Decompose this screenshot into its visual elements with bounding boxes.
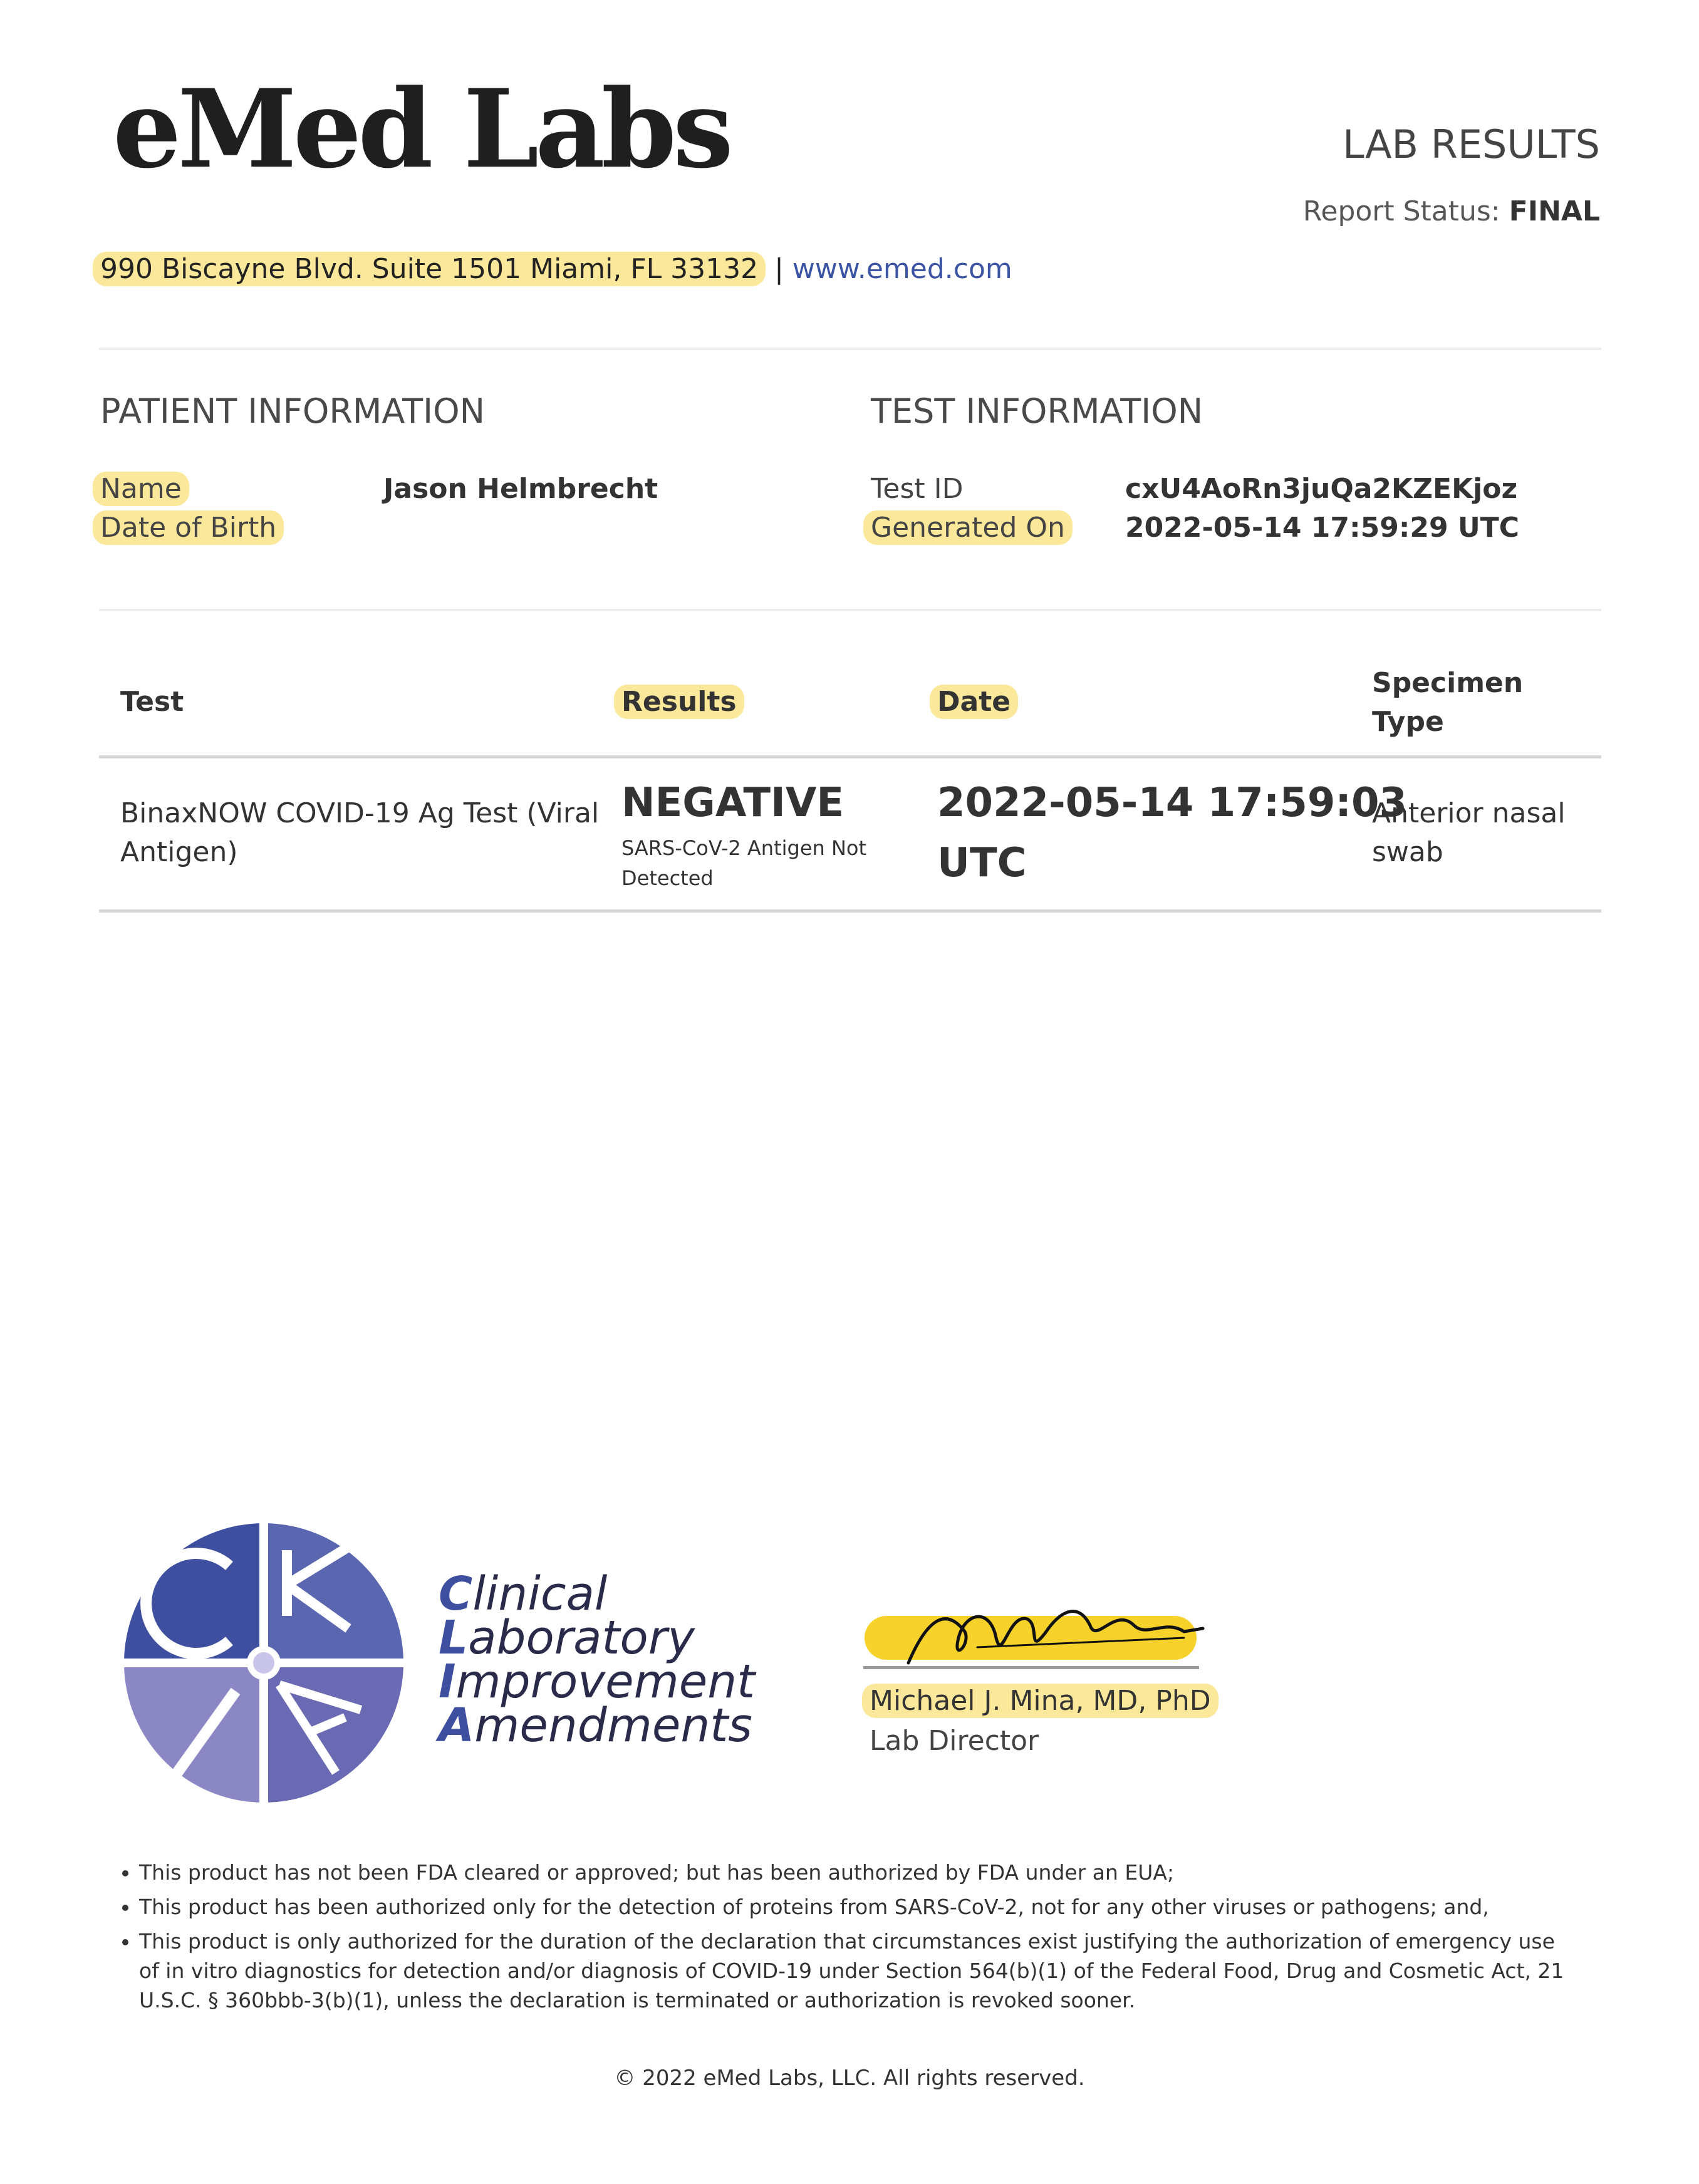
clia-line: Clinical bbox=[439, 1567, 608, 1621]
col-header-results: Results bbox=[621, 683, 744, 722]
col-header-specimen-line1: Specimen bbox=[1372, 667, 1524, 699]
cell-test-name bbox=[120, 794, 599, 872]
clia-line: Laboratory bbox=[439, 1611, 695, 1665]
clia-line: Amendments bbox=[439, 1699, 752, 1752]
divider bbox=[99, 609, 1601, 611]
cell-date bbox=[937, 773, 1407, 893]
test-id-label: Test ID bbox=[871, 473, 964, 505]
table-header-rule bbox=[99, 755, 1601, 758]
clia-seal-center bbox=[250, 1649, 278, 1677]
date-line1: 2022-05-14 17:59:03 bbox=[937, 780, 1408, 826]
name-label: Name bbox=[100, 472, 189, 507]
patient-section-title: PATIENT INFORMATION bbox=[100, 391, 485, 431]
address-text: 990 Biscayne Blvd. Suite 1501 Miami, FL 33132 bbox=[93, 252, 766, 286]
disclaimer-item: • This product has been authorized only for the detection of proteins from SARS-CoV-2, not for any other viruses or pathogens; and, bbox=[139, 1892, 1580, 1922]
dob-label: Date of Birth bbox=[100, 510, 284, 546]
signature-line bbox=[863, 1666, 1199, 1669]
test-section-title: TEST INFORMATION bbox=[871, 391, 1203, 431]
specimen-line1: Anterior nasal bbox=[1372, 797, 1566, 829]
generated-on-label: Generated On bbox=[871, 510, 1073, 546]
col-header-test: Test bbox=[120, 686, 184, 718]
table-row-rule bbox=[99, 909, 1601, 913]
test-name-line2: Antigen) bbox=[120, 836, 238, 868]
test-id-value: cxU4AoRn3juQa2KZEKjoz bbox=[1125, 473, 1518, 505]
disclaimer-item: • This product has not been FDA cleared or approved; but has been authorized by FDA under an EUA; bbox=[139, 1858, 1580, 1887]
report-status bbox=[1302, 195, 1600, 227]
disclaimer-list bbox=[117, 1858, 1580, 2020]
specimen-line2: swab bbox=[1372, 836, 1443, 868]
result-detail-line2: Detected bbox=[621, 866, 714, 890]
clia-seal-quadrant bbox=[123, 1663, 264, 1804]
generated-on-value: 2022-05-14 17:59:29 UTC bbox=[1125, 512, 1519, 544]
clia-line: Improvement bbox=[439, 1655, 756, 1709]
divider bbox=[99, 348, 1601, 350]
test-name-line1: BinaxNOW COVID-19 Ag Test (Viral bbox=[120, 797, 600, 829]
signature-image bbox=[890, 1594, 1215, 1675]
result-detail-line1: SARS-CoV-2 Antigen Not bbox=[621, 836, 867, 860]
report-status-value: FINAL bbox=[1509, 195, 1600, 227]
result-value: NEGATIVE bbox=[621, 780, 844, 826]
lab-director-title: Lab Director bbox=[870, 1725, 1039, 1757]
brand-logo: eMed Labs bbox=[113, 65, 730, 192]
website-link[interactable]: www.emed.com bbox=[792, 253, 1012, 285]
address-separator: | bbox=[774, 253, 784, 285]
cell-specimen bbox=[1372, 794, 1566, 872]
disclaimer-item: • This product is only authorized for the duration of the declaration that circumstances exist justifying the authorization of emergency use of in vitro diagnostics for detection and/or diagnosis of COVID-19 under Section 564(b)(1) of the Federal Food, Drug and Cosmetic Act, 21 U.S.C. § 360bbb-3(b)(1), unless the declaration is terminated or authorization is revoked sooner. bbox=[139, 1927, 1580, 2015]
lab-director-name: Michael J. Mina, MD, PhD bbox=[870, 1682, 1218, 1720]
clia-seal-icon bbox=[123, 1522, 405, 1804]
col-header-specimen bbox=[1372, 664, 1523, 742]
date-line2: UTC bbox=[937, 840, 1027, 886]
patient-name: Jason Helmbrecht bbox=[383, 473, 658, 505]
clia-wordmark bbox=[439, 1567, 756, 1752]
copyright: © 2022 eMed Labs, LLC. All rights reserved. bbox=[614, 2066, 1085, 2091]
address-line bbox=[100, 252, 1012, 287]
col-header-specimen-line2: Type bbox=[1372, 706, 1444, 738]
document-title: LAB RESULTS bbox=[1343, 122, 1600, 167]
report-status-label: Report Status: bbox=[1302, 195, 1500, 227]
cell-result bbox=[621, 780, 867, 893]
col-header-date: Date bbox=[937, 683, 1018, 722]
